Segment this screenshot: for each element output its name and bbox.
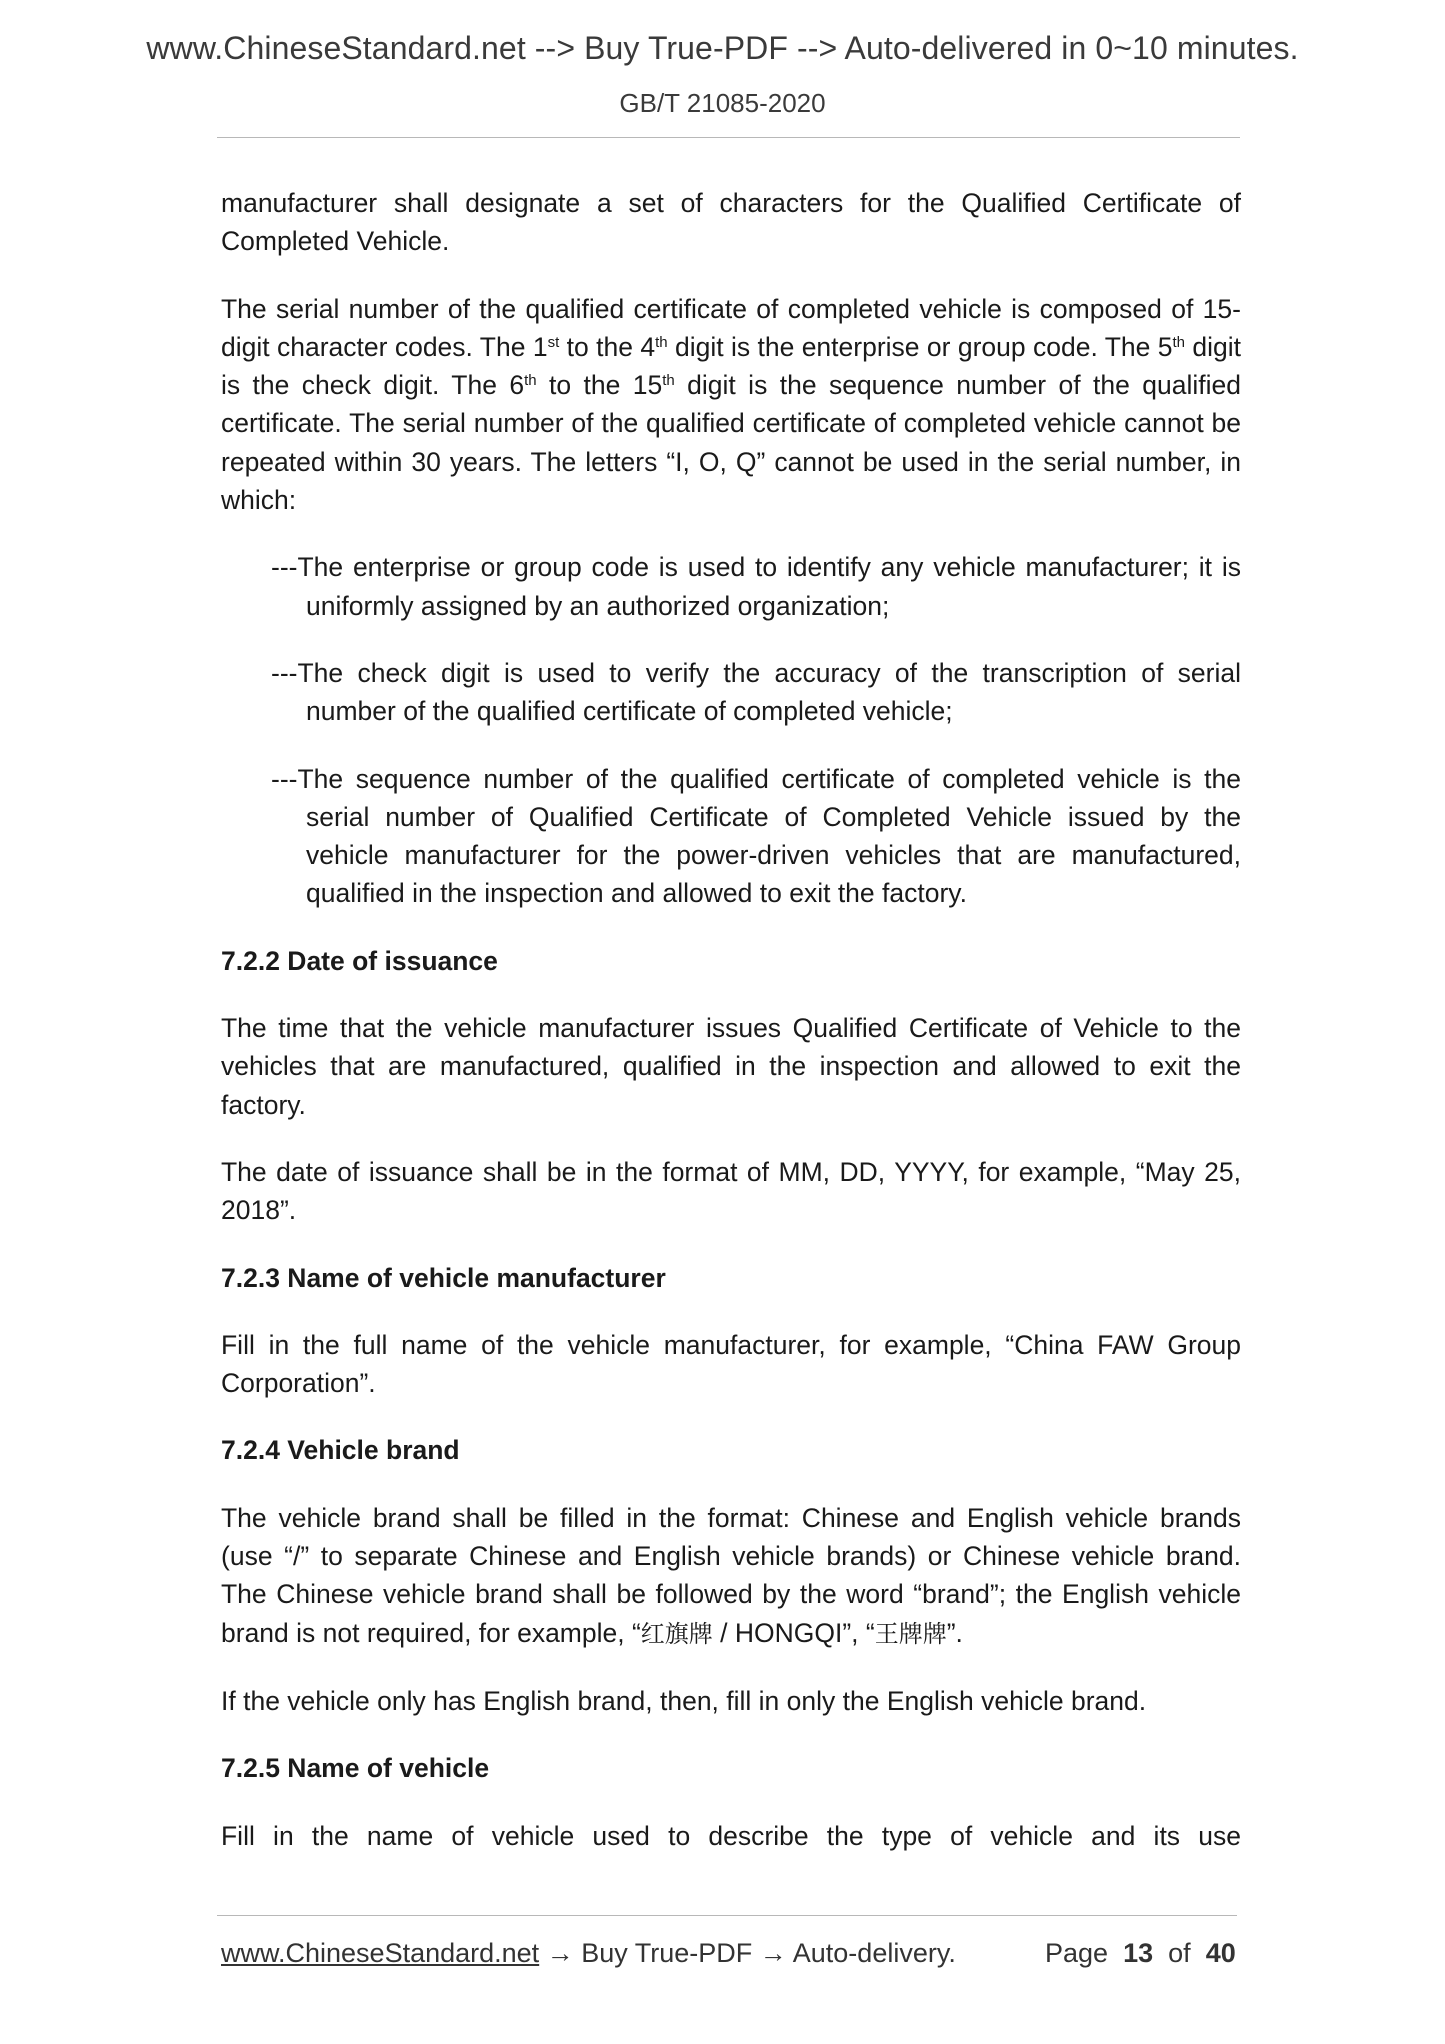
site-banner: www.ChineseStandard.net --> Buy True-PDF --> Auto-delivered in 0~10 minutes.: [146, 30, 1299, 66]
text-run: The serial number of the qualified certificate of completed vehicle is composed of 15-digit character codes. The 1: [221, 293, 1241, 362]
paragraph-continuation: manufacturer shall designate a set of characters for the Qualified Certificate of Completed Vehicle.: [221, 188, 1241, 257]
chinese-brand-example: 红旗牌: [640, 1619, 713, 1648]
list-item-check-digit: ---The check digit is used to verify the accuracy of the transcription of serial number of the qualified certificate of completed vehicle;: [271, 657, 1241, 727]
page-label: Page: [1045, 1938, 1109, 1968]
paragraph-serial-number: [221, 290, 1241, 520]
section-heading-7-2-3: 7.2.3 Name of vehicle manufacturer: [221, 1262, 666, 1293]
paragraph-brand-format: [221, 1499, 1241, 1653]
text-run: ”.: [946, 1617, 963, 1648]
footer-buy-text: Buy True-PDF: [581, 1938, 753, 1968]
paragraph-issuance-time: The time that the vehicle manufacturer issues Qualified Certificate of Vehicle to the vehicles that are manufactured, qualified in the inspection and allowed to exit the factory.: [221, 1013, 1241, 1120]
arrow-icon: →: [752, 1938, 793, 1968]
section-heading-7-2-2: 7.2.2 Date of issuance: [221, 945, 498, 976]
paragraph-issuance-format: The date of issuance shall be in the format of MM, DD, YYYY, for example, “May 25, 2018”.: [221, 1156, 1241, 1226]
text-run: to the 15: [536, 370, 663, 401]
superscript: th: [662, 372, 675, 390]
chinese-brand-example: 王牌牌: [874, 1619, 947, 1648]
header-divider: [217, 137, 1240, 138]
paragraph-english-brand: If the vehicle only has English brand, then, fill in only the English vehicle brand.: [221, 1685, 1147, 1716]
list-item-enterprise-code: ---The enterprise or group code is used to identify any vehicle manufacturer; it is uniformly assigned by an authorized organization;: [271, 552, 1241, 621]
footer-links: [221, 1938, 956, 1969]
text-run: digit is the check digit. The 6: [221, 331, 1242, 401]
of-label: of: [1168, 1938, 1191, 1968]
text-run: / HONGQI”, “: [712, 1617, 875, 1648]
page-content: [221, 184, 1241, 1884]
superscript: st: [547, 333, 560, 351]
list-item-sequence-number: ---The sequence number of the qualified certificate of completed vehicle is the serial number of Qualified Certificate of Completed Vehicle issued by the vehicle manufacturer for the power-driven vehicles that are manufactured, qualified in the inspection and allowed to exit the factory.: [271, 763, 1241, 909]
section-heading-7-2-5: 7.2.5 Name of vehicle: [221, 1753, 490, 1784]
text-run: digit is the sequence number of the qualified certificate. The serial number of the qualified certificate of completed vehicle cannot be repeated within 30 years. The letters “I, O, Q” cannot be used in the serial number, in which:: [221, 370, 1241, 516]
current-page: 13: [1123, 1938, 1154, 1968]
superscript: th: [524, 372, 537, 390]
footer-delivery-text: Auto-delivery.: [792, 1938, 956, 1968]
superscript: th: [1172, 333, 1186, 351]
paragraph-manufacturer-name: Fill in the full name of the vehicle manufacturer, for example, “China FAW Group Corporation”.: [221, 1329, 1241, 1399]
site-link[interactable]: www.ChineseStandard.net: [221, 1938, 540, 1968]
page-number: [1045, 1938, 1236, 1969]
footer-divider: [217, 1915, 1237, 1916]
total-pages: 40: [1205, 1938, 1236, 1968]
document-id: GB/T 21085-2020: [619, 88, 826, 118]
superscript: th: [655, 333, 668, 351]
paragraph-vehicle-name: Fill in the name of vehicle used to describe the type of vehicle and its use: [221, 1820, 1241, 1851]
text-run: digit is the enterprise or group code. The 5: [667, 331, 1173, 362]
text-run: The vehicle brand shall be filled in the format: Chinese and English vehicle brands (use “/” to separate Chinese and English vehicle brands) or Chinese vehicle brand. The Chinese vehicle brand shall be followed by the word “brand”; the English vehicle brand is not required, for example, “: [221, 1502, 1241, 1648]
arrow-icon: →: [539, 1938, 582, 1968]
section-heading-7-2-4: 7.2.4 Vehicle brand: [221, 1435, 460, 1466]
text-run: to the 4: [559, 331, 656, 362]
